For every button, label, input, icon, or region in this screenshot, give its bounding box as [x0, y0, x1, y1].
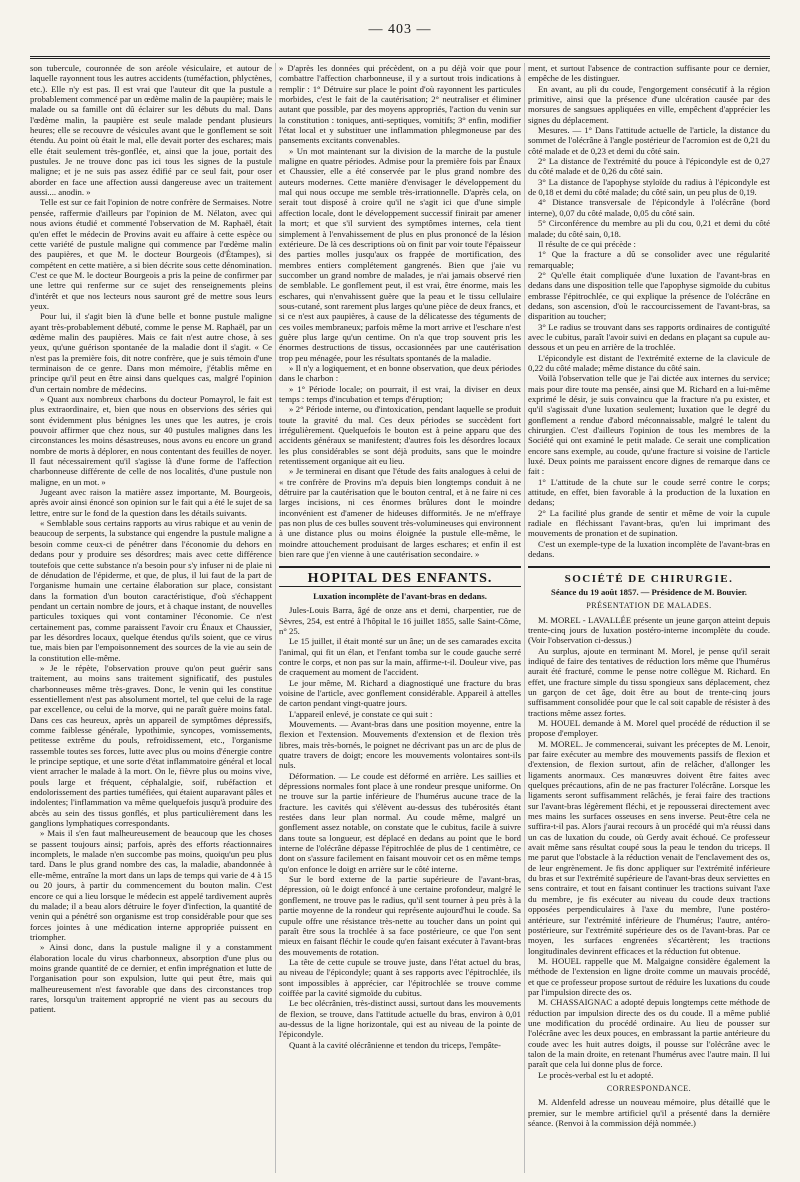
paragraph: 3° Le radius se trouvant dans ses rapports ordinaires de contiguïté avec le cubitus, paraît l'avoir suivi en dedans en plaçant sa cupule au-dessous et un peu en arrière de la trochlée. [528, 321, 770, 353]
paragraph: Quant à la cavité olécrânienne et tendon du triceps, l'empâte- [289, 1039, 501, 1050]
paragraph: 5° Circonférence du membre au pli du cou, 0,21 et demi du côté malade; du côté sain, 0,18. [528, 218, 770, 239]
paragraph: M. MOREL - LAVALLÉE présente un jeune garçon atteint depuis trente-cinq jours de luxation postéro-interne incomplète du coude. (Voir l'observation ci-dessus.) [528, 614, 770, 646]
paragraph: Mouvements. — Avant-bras dans une position moyenne, entre la flexion et l'extension. Mouvements d'extension et de flexion très libres, mais très-bornés, le poignet ne décrivant pas un arc de plus de quatre travers de doigt; encore les mouvements volontaires sont-ils nuls. [279, 718, 521, 771]
paragraph: M. Aldenfeld adresse un nouveau mémoire, plus détaillé que le premier, sur le membre artificiel qu'il a présenté dans la dernière séance. (Renvoi à la commission déjà nommée.) [528, 1097, 770, 1129]
paragraph: » Un mot maintenant sur la division de la marche de la pustule maligne en quatre périodes. Admise pour la première fois par Énaux et Chaussier, elle a été conservée par le plus grand nombre des auteurs modernes. Cette manière d'envisager le développement du mal qui nous occupe me semble très-irrationnelle. D'après cela, on serait tout disposé à croire qu'il ne s'agit ici que d'une simple affection locale, dont le développement successif finirait par amener la mort; et que s'il survient des symptômes internes, cela tient simplement à l'envahissement de plus en plus prononcé de la lésion extérieure. De là ces descriptions où on finit par voir toute l'épaisseur des parties molles jusqu'aux os frappée de mortification, des membres entiers complétement gangrenés. Bien que j'aie vu succomber un grand nombre de malades, je n'ai jamais observé rien de semblable. Le gonflement peut, il est vrai, être énorme, mais les eschares, qui n'envahissent guère que la peau et le tissu cellulaire sous-cutané, sont rarement plus larges qu'une pièce de deux francs, et si ce n'est aux paupières, à cause de la délicatesse des téguments de ces voiles membraneux; parfois même la mort arrive et l'eschare n'est guère plus large qu'un centime. On n'a que trop souvent pris les énormes destructions de tissus, occasionnées par une cautérisation trop peu ménagée, pour les résultats spontanés de la maladie. [279, 145, 521, 363]
paragraph: 2° La facilité plus grande de sentir et même de voir la cupule radiale en fléchissant l'avant-bras, qu'en lui imprimant des mouvements de pronation et de supination. [528, 507, 770, 539]
paragraph: » Ainsi donc, dans la pustule maligne il y a constamment élaboration locale du virus charbonneux, absorption d'une plus ou moins grande quantité de ce dernier, et enfin imprégnation et lutte de l'organisation pour son expulsion, lutte qui peut être, mais qui malheureusement n'est favorable que dans des circonstances trop rares, lorsqu'un traitement approprié ne vient pas au secours du patient. [30, 942, 272, 1015]
top-rule [30, 56, 770, 59]
paragraph: 1° Que la fracture a dû se consolider avec une régularité remarquable; [528, 249, 770, 270]
column-divider [275, 63, 276, 1173]
section-title: HOPITAL DES ENFANTS. [307, 570, 493, 586]
paragraph: 4° Distance transversale de l'épicondyle à l'olécrâne (bord interne), 0,07 du côté malade, 0,05 du côté sain. [528, 197, 770, 218]
paragraph: En avant, au pli du coude, l'engorgement consécutif à la région primitive, ainsi que la présence d'une ulcération causée par des morsures de sangsues appliquées en ville, empêchent d'apprécier les signes du déplacement. [528, 83, 770, 125]
section-title: SOCIÉTÉ DE CHIRURGIE. [564, 572, 734, 585]
paragraph: » Je terminerai en disant que l'étude des faits analogues à celui de « tre confrère de Provins m'a depuis bien longtemps conduit à ne détruire par la cautérisation que le bouton central, et à ne faire ni ces larges incisions, ni ces énormes brûlures dont le moindre inconvénient est d'amener de hideuses difformités. Je ne m'effraye pas non plus de ces bulles souvent très-volumineuses qui environnent à une distance plus ou moins éloignée la pustule elle-même, le moindre attouchement produisant de larges eschares; et enfin il est bien rare que j'en vienne à une cautérisation secondaire. » [279, 466, 521, 560]
page-number: — 403 — [368, 22, 432, 37]
paragraph: Jugeant avec raison la matière assez importante, M. Bourgeois, après avoir ainsi énoncé son opinion sur le fait qui a été le sujet de sa lettre, entre sur le fond de la question dans les détails suivants. [30, 487, 272, 518]
paragraph: M. CHASSAIGNAC a adopté depuis longtemps cette méthode de réduction par impulsion directe des os du coude. Il a même publié une modification du procédé ordinaire. Au lieu de pousser sur l'olécrâne avec les deux pouces, en embrassant la partie antérieure du coude avec les huit autres doigts, il pousse sur l'olécrâne avec le talon de la main droite, en retenant l'humérus avec l'autre main. Il lui paraît que cela lui donne plus de force. [528, 997, 770, 1070]
paragraph: Déformation. — Le coude est déformé en arrière. Les saillies et dépressions normales font place à une rondeur presque uniforme. On ne trouve sur la partie inférieure de l'humérus aucune trace de la fracture. les cavités qui s'élèvent au-dessus des tubérosités étant restées dans leur plan normal. Au coude même, malgré un gonflement assez notable, on constate que le cubitus, facile à suivre dans toute sa longueur, est déplacé en dedans au point que le bord interne de l'olécrâne dépasse l'épitrochlée de plus de 1 centimètre, ce dont on s'assure facilement en faisant mouvoir cet os en même temps qu'on enfonce le doigt en arrière sur le côté interne. [279, 770, 521, 874]
column-middle [279, 63, 521, 1173]
paragraph: son tubercule, couronnée de son aréole vésiculaire, et autour de laquelle rayonnent tous les autres accidents (tuméfaction, phlyctènes, etc.). Elle n'y est pas. Il est vrai que l'auteur dit que la pustule a probablement commencé par un œdème malin de la paupière; mais le malade ou sa famille ont dû éclairer sur les débuts du mal. Dans l'œdème malin, la paupière est seule malade pendant plusieurs heures; elle se recouvre de vésicules avant que le gonflement se soit étendu. Au point où était le mal, elle devait porter des eschares; mais elle était seulement très-gonflée, et, ainsi que la joue, portait des pustules. Je ne trouve donc pas ici tous les signes de la pustule maligne; et je ne suis pas assez édifié par ce seul fait, pour oser aborder en face une affection aussi dangereuse avec un traitement aussi.... anodin. » [30, 63, 272, 198]
paragraph: L'appareil enlevé, je constate ce qui suit : [289, 708, 433, 719]
paragraph: Telle est sur ce fait l'opinion de notre confrère de Sermaises. Notre pensée, raffermie d'ailleurs par l'opinion de M. Nélaton, avec qui nous avions étudié et commenté l'observation de M. Raphaël, était qu'en effet le médecin de Provins avait eu affaire à cette espèce ou cette variété de pustule maligne qui commence par l'œdème malin des paupières, et que M. le docteur Bourgeois (d'Étampes), si compétent en cette matière, a si bien décrite sous cette dénomination. C'est ce que M. le docteur Bourgeois a pris la peine de confirmer par une lettre qui renferme sur ce sujet des renseignements pleins d'intérêt et que nos lecteurs nous sauront gré de mettre sous leurs yeux. [30, 197, 272, 311]
paragraph: « Semblable sous certains rapports au virus rabique et au venin de beaucoup de serpents, la substance qui engendre la pustule maligne a besoin comme ceux-ci de pénétrer dans l'économie du dehors en dedans pour y produire ses désordres; mais avec cette différence toutefois que cette substance n'a besoin pour s'y infuser ni de plaie ni de dénudation de l'épiderme, et que, de plus, il lui faut de la part de l'organisme humain une certaine élaboration sur place, consistant dans la formation d'un bouton caractéristique, d'où s'échappent pendant un certain nombre de jours, et à chaque instant, de nouvelles particules toxiques qui vont contaminer l'économie. Ce n'est certainement pas, comme paraissent l'avoir cru Énaux et Chaussier, par les désordres locaux, quelque étendus qu'ils soient, que ce virus tue, mais bien par l'empoisonnement des sources de la vie au sein de la constitution elle-même. [30, 518, 272, 663]
paragraph: » D'après les données qui précèdent, on a pu déjà voir que pour combattre l'affection charbonneuse, il y a surtout trois indications à remplir : 1° Détruire sur place le point d'où rayonnent les particules morbides, c'est le fait de la cautérisation; 2° neutraliser et éliminer autant que possible, par des moyens appropriés, l'action du venin sur la constitution : toniques, anti-septiques, vomitifs; 3° enfin, modifier l'état local et y substituer une inflammation phlegmoneuse par des pansements excitants convenables. [279, 63, 521, 146]
section-rule [528, 566, 770, 568]
paragraph: 2° La distance de l'extrémité du pouce à l'épicondyle est de 0,27 du côté malade et de 0,26 du côté sain. [528, 156, 770, 177]
column-divider [524, 63, 525, 1173]
paragraph: » Je le répète, l'observation prouve qu'on peut guérir sans traitement, au moins sans traitement significatif, des pustules charbonneuses même très-graves. Donc, le venin qui les constitue essentiellement n'est pas absolument mortel, tel que celui de la rage par excellence, ou celui de la morve, qui ne paraît guère moins fatal. Dans ces cas heureux, après un appareil de symptômes dépressifs, comme faiblesse générale, lypothimie, syncopes, vomissements, petitesse extrême du pouls, refroidissement, etc., l'organisme rassemble toutes ses forces, lutte avec plus ou moins d'énergie contre le principe septique, et une sorte d'état inflammatoire général et local vient arracher le malade à la mort. On le, fièvre plus ou moins vive, pouls large et fréquent, céphalalgie, soif, rubéfaction et endolorissement des parties tuméfiées, qui étaient auparavant pâles et indolentes; l'inflammation va même quelquefois jusqu'à produire des abcès au sein des tissus gonflés, et plus particulièrement dans les ganglions lymphatiques correspondants. [30, 662, 272, 829]
paragraph: » 2° Période interne, ou d'intoxication, pendant laquelle se produit toute la gravité du mal. Ces deux périodes se succèdent fort irrégulièrement. Quelquefois le bouton est à peine apparu que des accidents généraux se manifestent; d'autres fois les désordres locaux les plus considérables se sont déjà produits, sans que le moindre retentissement organique ait eu lieu. [279, 404, 521, 467]
paragraph: » 1° Période locale; on pourrait, il est vrai, la diviser en deux temps : temps d'incubation et temps d'éruption; [279, 383, 521, 404]
column-right [528, 63, 770, 1173]
paragraph: C'est un exemple-type de la luxation incomplète de l'avant-bras en dedans. [528, 538, 770, 560]
column-left [30, 63, 272, 1173]
section-rule [279, 586, 521, 587]
paragraph: » Il n'y a logiquement, et en bonne observation, que deux périodes dans le charbon : [279, 362, 521, 384]
sub-heading: CORRESPONDANCE. [606, 1084, 692, 1093]
paragraph: Le procès-verbal est lu et adopté. [538, 1069, 654, 1080]
paragraph: Le bec olécrânien, très-distinct aussi, surtout dans les mouvements de flexion, se trouve, dans l'attitude actuelle du bras, environ à 0,01 au-dessus de la ligne horizontale, qui est au niveau de la pointe de l'épicondyle. [279, 998, 521, 1040]
paragraph: Le jour même, M. Richard a diagnostiqué une fracture du bras voisine de l'article, avec gonflement considérable. Appareil à attelles de carton pendant vingt-quatre jours. [279, 677, 521, 709]
paragraph: Pour lui, il s'agit bien là d'une belle et bonne pustule maligne ayant très-probablement débuté, comme le pense M. Raphaël, par un œdème malin des paupières. Mais ce fait n'est autre chose, à ses yeux, qu'une guérison spontanée de la maladie dont il s'agit. « Ce n'est pas la première fois, dit notre confrère, que je suis témoin d'une terminaison de ce genre. Dans mon mémoire, j'établis même en principe qu'il peut en être ainsi dans quelques cas, malgré l'opinion d'un certain nombre de médecins. [30, 311, 272, 394]
section-rule [279, 566, 521, 568]
paragraph: La tête de cette cupule se trouve juste, dans l'état actuel du bras, au niveau de l'épicondyle; quant à ses rapports avec l'épitrochlée, ils sont impossibles à apprécier, car l'épitrochlée se trouve comme coiffée par la cavité sigmoïde du cubitus. [279, 956, 521, 998]
paragraph: 1° L'attitude de la chute sur le coude serré contre le corps; attitude, en effet, bien favorable à la production de la luxation en dedans; [528, 476, 770, 508]
paragraph: 2° Qu'elle était compliquée d'une luxation de l'avant-bras en dedans dans une disposition telle que l'apophyse sigmoïde du cubitus embrasse l'épitrochlée, ce qui explique la présence de l'olécrâne en dedans, son ascension, d'où le raccourcissement de l'avant-bras, sa disparition au toucher; [528, 269, 770, 322]
paragraph: Voilà l'observation telle que je l'ai dictée aux internes du service; mais pour dire toute ma pensée, ainsi que M. Richard en a lui-même exprimé le désir, je suis convaincu que la fracture n'a pu exister, et qu'il s'agissait d'une luxation seulement; luxation que le degré du gonflement a rendue d'abord méconnaissable, malgré le talent du chirurgien. C'est d'ailleurs l'opinion de tous les membres de la Société qui ont examiné le petit malade. Ce serait une complication encore sans exemple, au coude, qu'une fracture si voisine de l'article luxé. Deux points me paraissent encore dignes de remarque dans ce fait : [528, 373, 770, 477]
section-subtitle: Luxation incomplète de l'avant-bras en dedans. [313, 590, 487, 601]
paragraph: M. HOUEL rappelle que M. Malgaigne considère également la méthode de l'extension en ligne droite comme un mauvais procédé, et que ce professeur propose surtout de réduire les luxations du coude par l'impulsion directe des os. [528, 955, 770, 997]
paragraph: M. MOREL. Je commencerai, suivant les préceptes de M. Lenoir, par faire exécuter au membre des mouvements passifs de flexion et d'extension, de flexion surtout, afin de relâcher, d'allonger les ligaments anormaux. Ces manœuvres doivent être faites avec quelques précautions, afin de ne pas fracturer l'olécrâne. Lorsque les ligaments seront suffisamment relâchés, je ferai faire des tractions sur l'avant-bras légèrement fléchi, et je repousserai directement avec mes mains les surfaces osseuses en sens inverse. Peut-être cela ne suffira-t-il pas. Alors j'aurai recours à un procédé qui m'a réussi dans un cas de luxation du coude, où Gerdy avait échoué. Ce professeur avait même sans résultat coupé sous la peau le tendon du triceps. Il me parut que l'obstacle à la réduction venait de l'enclavement des os, de leur engrènement. Je fis donc appliquer sur l'extrémité inférieure du bras et sur l'extrémité supérieure de l'avant-bras deux serviettes en sens contraire, et tout en faisant continuer les tractions suivant l'axe du membre, je fis exécuter au niveau du coude deux tractions opposées perpendiculaires à l'axe du membre, l'une postéro-antérieure, sur l'extrémité inférieure de l'humérus; l'autre, antéro-postérieure, sur l'extrémité supérieure des os de l'avant-bras. Par ce moyen, les surfaces engrenées s'écartèrent; les tractions longitudinales devinrent efficaces et la réduction fut obtenue. [528, 738, 770, 956]
paragraph: L'épicondyle est distant de l'extrémité externe de la clavicule de 0,22 du côté malade; même distance du côté sain. [528, 352, 770, 373]
sub-heading: PRÉSENTATION DE MALADES. [586, 601, 712, 611]
paragraph: 3° La distance de l'apophyse styloïde du radius à l'épicondyle est de 0,18 et demi du côté malade; du côté sain, un peu plus de 0,19. [528, 176, 770, 198]
paragraph: ment, et surtout l'absence de contraction suffisante pour ce dernier, empêche de les distinguer. [528, 63, 770, 84]
paragraph: Au surplus, ajoute en terminant M. Morel, je pense qu'il serait indiqué de faire des tentatives de réduction lors même que l'humérus aurait été fracturé, comme le pense notre collègue M. Richard. En effet, une fracture simple du tissu spongieux sans déplacement, chez un garçon de cet âge, doit être au bout de trente-cinq jours suffisamment consolidée pour que le cal soit capable de résister à des tractions même assez fortes. [528, 645, 770, 718]
paragraph: Sur le bord externe de la partie supérieure de l'avant-bras, dépression, où le doigt enfoncé à une certaine profondeur, malgré le gonflement, ne trouve pas le radius, qu'il sent tourner à peu près à la partie moyenne de la rondeur qui représente aujourd'hui le coude. Sa cupule offre une résistance très-nette au toucher dans un point qui paraît être sous la trochlée à sa face postérieure, ce que l'on sent mieux en faisant fléchir le coude qu'en faisant exécuter à l'avant-bras des mouvements de rotation. [279, 874, 521, 957]
paragraph: Il résulte de ce qui précède : [538, 238, 636, 249]
paragraph: Mesures. — 1° Dans l'attitude actuelle de l'article, la distance du sommet de l'olécrâne à l'angle postérieur de l'acromion est de 0,21 du côté malade et de 0,23 et demi du côté sain. [528, 125, 770, 156]
paragraph: Le 15 juillet, il était monté sur un âne; un de ses camarades excita l'animal, qui fit un élan, et l'enfant tomba sur le coude gauche serré contre le corps, et non pas sur la main, affirme-t-il. Douleur vive, pas de craquement au moment de l'accident. [279, 636, 521, 678]
section-subtitle: Séance du 19 août 1857. — Présidence de M. Bouvier. [551, 586, 747, 597]
paragraph: Jules-Louis Barra, âgé de onze ans et demi, charpentier, rue de Sèvres, 254, est entré à l'hôpital le 16 juillet 1855, salle Saint-Côme, n° 25. [279, 605, 521, 636]
paragraph: » Quant aux nombreux charbons du docteur Pomayrol, le fait est plus extraordinaire, et, bien que nous en observions des séries qui sont évidemment plus bénignes les unes que les autres, je crois pouvoir affirmer que chez nous, sur 40 pustules malignes dans les circonstances les moins désastreuses, nous avons eu encore un grand nombre de morts à déplorer, en nous contentant des feuilles de noyer. Il faut nécessairement qu'il s'agisse là d'une forme de l'affection charbonneuse différente de celle de nos localités, d'une pustule non maligne, en un mot. » [30, 394, 272, 487]
paragraph: M. HOUEL demande à M. Morel quel procédé de réduction il se propose d'employer. [528, 717, 770, 739]
paragraph: » Mais il s'en faut malheureusement de beaucoup que les choses se passent toujours ainsi; parfois, après des efforts réactionnaires incomplets, le malade n'en succombe pas moins, quoiqu'un peu plus tard. Dans le plus grand nombre des cas, la maladie, abandonnée à elle-même, entraîne la mort dans un laps de temps qui varie de 4 à 15 ou 20 jours, à partir du commencement du bouton malin. C'est encore ce qui a lieu lorsque le médecin est appelé tardivement auprès du malade; il a beau alors détruire le foyer d'infection, la quantité de venin qui a pénétré son organisme est trop considérable pour que ses forces jointes à une médication interne appropriée puissent en triompher. [30, 828, 272, 942]
